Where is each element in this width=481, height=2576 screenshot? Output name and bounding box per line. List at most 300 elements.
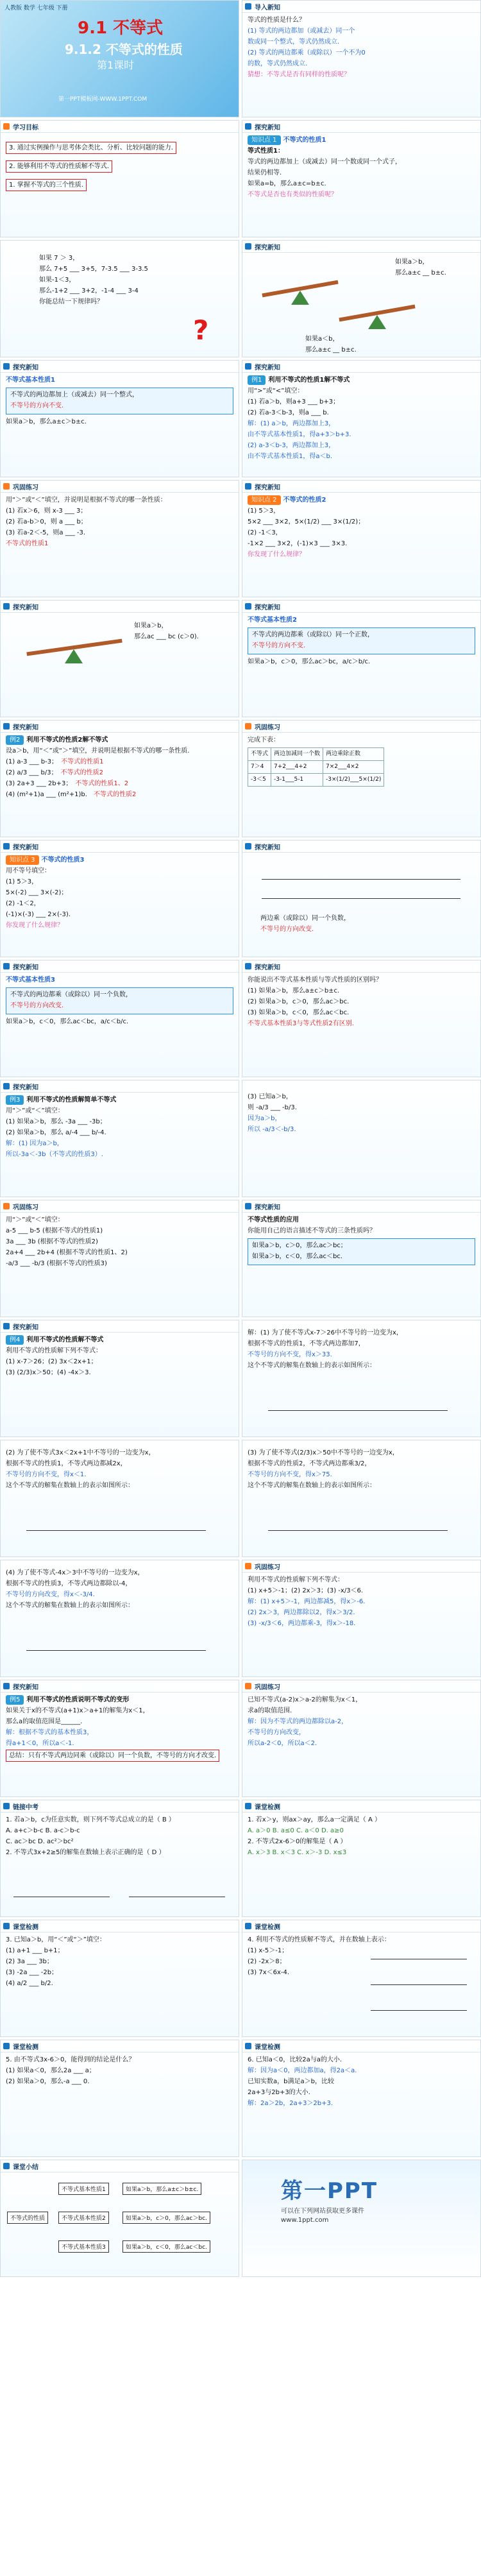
text-line: 1. 若a＞b，c为任意实数，则下列不等式总成立的是（ B ） (6, 1816, 175, 1823)
text-line: (1) x+5＞-1；(2) 2x＞3；(3) -x/3＜6. (248, 1587, 364, 1594)
text-line: 那么a的取值范围是______. (6, 1718, 83, 1725)
text-line: (1) a-3 ___ b-3； (6, 758, 55, 765)
text-line: 你能说出不等式基本性质与等式性质的区别吗？ (248, 977, 382, 984)
brand-url[interactable]: www.1ppt.com (281, 2217, 329, 2224)
text-line: (2) 如果a＞b，c＞0，那么ac＞bc. (248, 998, 350, 1005)
text-line: 不等号的方向不变. (252, 642, 306, 649)
seesaw-base-icon (368, 315, 386, 329)
text-line: 完成下表： (248, 737, 280, 744)
question-line: 你发现了什么规律？ (248, 551, 305, 558)
solution-line: 得a+1＜0，所以a＜-1. (6, 1740, 74, 1747)
text-line: (2) -1＜2， (6, 900, 40, 907)
slide-property-application (242, 1200, 481, 1317)
header-label: 课堂小结 (13, 2163, 38, 2171)
slide-example4-2 (0, 1440, 239, 1557)
summary-root: 不等式的性质 (7, 2212, 48, 2224)
text-line: 那么a±c __ b±c. (305, 346, 357, 354)
slide-numberline-3 (242, 840, 481, 957)
header-icon (245, 243, 251, 250)
header-icon (3, 1203, 10, 1209)
text-line: 你能用自己的语言描述不等式的三条性质吗？ (248, 1227, 376, 1234)
text-line: 等式性质1： (248, 148, 284, 155)
lesson-subtitle: 9.1.2 不等式的性质 (65, 42, 183, 57)
solution-line: 所以 -a/3＜-b/3. (248, 1126, 296, 1133)
slide-practice-table (242, 720, 481, 837)
slide-header (242, 721, 480, 733)
table-header-cell: 两边加减同一个数 (271, 748, 323, 761)
table-cell: -3×(1/2)___5×(1/2) (323, 774, 384, 787)
header-icon (3, 1323, 10, 1329)
text-line: 根据不等式的性质2，不等式两边都乘3/2， (248, 1460, 371, 1467)
slide-header (242, 601, 480, 613)
number-line (371, 2010, 467, 2011)
text-line: 那么-1+2 ___ 3+2，-1-4 ___ 3-4 (39, 287, 139, 294)
solution-line: 因为a＞b， (248, 1115, 282, 1122)
header-label: 探究新知 (255, 844, 280, 851)
header-label: 探究新知 (255, 1204, 280, 1211)
slide-example5 (0, 1680, 239, 1797)
answer-line: 不等式的性质1、2 (75, 780, 129, 787)
slide-seesaw-rule (242, 240, 481, 357)
example-title: 利用不等式的性质1解不等式 (268, 377, 350, 384)
header-icon (245, 3, 251, 10)
slide-example4-4 (0, 1560, 239, 1677)
header-icon (245, 1203, 251, 1209)
example-tag: 例2 (6, 735, 24, 745)
text-line: 2. 不等式2x-6＞0的解集是（ A ） (248, 1838, 347, 1845)
text-line: 3a ___ 3b (根据不等式的性质2) (6, 1238, 98, 1245)
solution-line: 所以-3a＜-3b（不等式的性质3）. (6, 1151, 103, 1158)
text-line: (2) 如果a＞b，那么 a/-4 ___ b/-4. (6, 1129, 106, 1136)
header-label: 课堂检测 (13, 2043, 38, 2051)
number-line (371, 1984, 467, 1985)
text-line: (2) 若a-3＜b-3，则a ___ b. (248, 409, 329, 416)
text-line: 如果-1＜3， (39, 277, 76, 284)
text-line: 用“＞”或“＜”填空，并说明是根据不等式的哪一条性质： (6, 497, 167, 504)
slide-example1 (242, 360, 481, 477)
header-icon (245, 963, 251, 969)
text-line: a-5 ___ b-5 (根据不等式的性质1) (6, 1227, 103, 1234)
solution-line: 解：(1) 因为a＞b， (6, 1140, 63, 1147)
header-icon (3, 483, 10, 490)
header-label: 探究新知 (255, 124, 280, 132)
example-title: 利用不等式的性质2解不等式 (26, 737, 108, 744)
slide-header (1, 361, 239, 373)
slide-header (1, 960, 239, 973)
slide-header (242, 2040, 480, 2052)
text-line: 用“>”或“<”填空： (248, 388, 304, 395)
text-line: 设a＞b，用“＜”或“＞”填空，并说明是根据不等式的哪一条性质. (6, 747, 190, 755)
header-label: 探究新知 (255, 964, 280, 971)
text-line: 如果a＜b， (305, 336, 339, 343)
text-line: 用“＞”或“＜”填空： (6, 1216, 64, 1224)
slide-practice5 (242, 1680, 481, 1797)
slide-header (1, 2040, 239, 2052)
solution-line: (2) 2x＞3，两边都除以2，得x＞3/2. (248, 1609, 355, 1616)
solution-line: 不等号的方向改变， (248, 1729, 305, 1736)
option-line: A. x＞3 B. x＜3 C. x＞-3 D. x≤3 (248, 1849, 347, 1856)
knowledge-tag: 知识点 1 (248, 135, 281, 145)
text-line: (1) 等式的两边都加（或减去）同一个 (248, 28, 355, 35)
header-icon (3, 723, 10, 729)
number-line (262, 879, 460, 880)
lesson-period: 第1课时 (97, 59, 135, 71)
slide-intro (242, 0, 481, 117)
text-line: -a/3 ___ -b/3 (根据不等式的性质3) (6, 1260, 107, 1267)
solution-line: (3) -x/3＜6，两边都乘-3，得x＞-18. (248, 1620, 356, 1627)
slide-header (1, 1920, 239, 1932)
slide-property1-intro (242, 120, 481, 237)
summary-note: 总结：只有不等式两边同乘（或除以）同一个负数，不等号的方向才改变. (6, 1750, 219, 1762)
slide-example4-1 (242, 1320, 481, 1437)
knowledge-title: 不等式的性质1 (283, 137, 326, 144)
header-label: 探究新知 (255, 484, 280, 491)
slide-header (1, 481, 239, 493)
slide-property3-intro (0, 840, 239, 957)
header-icon (3, 1083, 10, 1089)
text-line: (3) 7x＜6x-4. (248, 1969, 290, 1976)
text-line: -1×2 ___ 3×2，(-1)×3 ___ 3×3. (248, 540, 348, 547)
text-line: 5×(-2) ___ 3×(-2)； (6, 889, 68, 896)
solution-line: 不等号的方向不变，得x＞33. (248, 1351, 332, 1358)
text-line: 不等号的方向改变. (260, 926, 314, 933)
text-line: 如果a＞b， (134, 622, 168, 629)
text-line: 如果a＞b，c＞0，那么ac＞bc； (252, 1242, 347, 1249)
slide-check4 (0, 2040, 239, 2157)
text-line: 解：(1) 为了使不等式x-7＞26中不等号的一边变为x， (248, 1329, 403, 1336)
slide-practice1 (0, 480, 239, 597)
solution-line: 解：(1) x+5＞-1，两边都减5，得x＞-6. (248, 1598, 366, 1605)
text-line: (3) 2a+3 ___ 2b+3； (6, 780, 69, 787)
header-label: 探究新知 (13, 724, 38, 731)
slide-property2-intro (242, 480, 481, 597)
number-line (26, 1530, 206, 1531)
solution-line: 解：因为a＜0，两边都加a，得2a＜a. (248, 2067, 357, 2074)
slide-check5 (242, 2040, 481, 2157)
text-line: 已知实数a，b满足a＞b，比较 (248, 2078, 334, 2085)
brand-caption: 可以在下列网站获取更多课件 (281, 2208, 364, 2215)
header-label: 巩固练习 (255, 1564, 280, 1571)
number-line (26, 1650, 206, 1651)
rule-box (248, 627, 475, 654)
summary-detail: 如果a＞b，c＜0，那么ac＜bc. (122, 2240, 210, 2253)
publisher-label: 人教版 数学 七年级 下册 (4, 5, 68, 12)
slide-seesaw-2 (0, 600, 239, 717)
slide-header (1, 1320, 239, 1333)
slide-header (1, 1680, 239, 1693)
text-line: 利用不等式的性质解下列不等式： (248, 1576, 344, 1583)
text-line: 利用不等式的性质解下列不等式： (6, 1347, 102, 1354)
example-title: 利用不等式的性质解简单不等式 (26, 1096, 117, 1104)
solution-line: 所以a-2＜0，所以a＜2. (248, 1740, 317, 1747)
text-line: (1) 5＞3， (6, 878, 38, 885)
text-line: 两边乘（或除以）同一个负数， (260, 915, 350, 922)
text-line: (1) x-5＞-1； (248, 1947, 289, 1954)
goal-item: 3. 通过实例操作与思考体会类比、分析、比较问题的能力. (6, 142, 176, 154)
header-icon (245, 603, 251, 610)
header-icon (245, 1803, 251, 1809)
text-line: 这个不等式的解集在数轴上的表示如图所示： (6, 1482, 134, 1489)
text-line: 2a+3与2b+3的大小. (248, 2089, 310, 2096)
text-line: 这个不等式的解集在数轴上的表示如图所示： (248, 1482, 376, 1489)
text-line: 不等式基本性质3与等式性质2有区别. (248, 1020, 354, 1027)
slide-header (1, 1200, 239, 1213)
option-line: A. a+c＞b-c B. a-c＞b-c (6, 1827, 80, 1834)
slide-header (242, 1800, 480, 1813)
solution-line: (2) a-3＜b-3，两边都加上3， (248, 442, 335, 449)
slide-header (242, 121, 480, 133)
text-line: 如果a＞b，c＜0，那么ac＜bc. (252, 1253, 342, 1260)
text-line: (4) a/2 ___ b/2. (6, 1980, 53, 1987)
header-label: 课堂检测 (13, 1923, 38, 1931)
question-line: 你发现了什么规律？ (6, 922, 63, 929)
header-label: 探究新知 (13, 1084, 38, 1091)
summary-detail: 如果a＞b，c＞0，那么ac＞bc. (122, 2212, 210, 2224)
example-tag: 例5 (6, 1695, 24, 1705)
answer-line: 不等式的性质1 (61, 758, 104, 765)
slide-header (1, 721, 239, 733)
slide-cover (0, 0, 239, 117)
solution-line: 解：因为不等式的两边都除以a-2， (248, 1718, 348, 1725)
text-line: 结果仍相等. (248, 169, 282, 176)
text-line: 不等式性质的应用 (248, 1216, 299, 1224)
knowledge-title: 不等式的性质2 (283, 497, 326, 504)
text-line: 根据不等式的性质1，不等式两边都减2x， (6, 1460, 127, 1467)
text-line: 3. 已知a＞b，用“＜”或“＞”填空： (6, 1936, 106, 1943)
slide-example3 (0, 1080, 239, 1197)
slide-header (1, 1080, 239, 1093)
header-icon (245, 1563, 251, 1569)
header-icon (3, 123, 10, 130)
knowledge-title: 不等式基本性质2 (248, 617, 297, 624)
header-icon (3, 963, 10, 969)
header-icon (3, 1923, 10, 1929)
text-line: (2) 等式的两边都乘（或除以）一个不为0 (248, 49, 366, 56)
header-icon (3, 2163, 10, 2169)
text-line: 已知不等式(a-2)x＞a-2的解集为x＜1， (248, 1696, 362, 1703)
header-label: 巩固练习 (13, 1204, 38, 1211)
option-line: C. ac＞bc D. ac²＞bc² (6, 1838, 74, 1845)
slide-exam-link (0, 1800, 239, 1917)
text-line: (2) -1＜3， (248, 529, 282, 536)
number-line (262, 898, 460, 899)
slide-seesaw-examples (0, 240, 239, 357)
text-line: (3) -2a ___ -2b； (6, 1969, 58, 1976)
text-line: (2) -2x＞8； (248, 1958, 286, 1965)
text-line: 那么 7+5 ___ 3+5，7-3.5 ___ 3-3.5 (39, 266, 148, 273)
table-cell: -3＜5 (248, 774, 271, 787)
text-line: (1) a+1 ___ b+1； (6, 1947, 64, 1954)
header-icon (3, 843, 10, 849)
example-tag: 例4 (6, 1335, 24, 1345)
text-line: 如果a＞b，c＞0，那么ac＞bc，a/c＞b/c. (248, 658, 371, 665)
summary-node: 不等式基本性质2 (58, 2212, 109, 2224)
slide-header (242, 1200, 480, 1213)
rule-box (248, 1238, 475, 1265)
summary-detail: 如果a＞b，那么a±c＞b±c. (122, 2183, 201, 2195)
header-label: 探究新知 (255, 364, 280, 371)
header-label: 探究新知 (13, 964, 38, 971)
solution-line: 解：根据不等式的基本性质3， (6, 1729, 94, 1736)
solution-line: 不等号的方向改变，得x＜-3/4. (6, 1591, 95, 1598)
text-line: (1) 如果a＜0，那么2a ___ a； (6, 2067, 96, 2074)
slide-example4-3 (242, 1440, 481, 1557)
slide-header (242, 481, 480, 493)
header-label: 课堂检测 (255, 1804, 280, 1811)
solution-line: 不等号的方向不变，得x＞75. (248, 1471, 332, 1478)
goal-item: 2. 能够利用不等式的性质解不等式. (6, 160, 112, 173)
number-line (268, 1410, 448, 1411)
slide-header (1, 601, 239, 613)
text-line: 不等式的两边都乘（或除以）同一个负数， (10, 991, 132, 998)
text-line: 6. 已知a＜0，比较2a与a的大小. (248, 2056, 342, 2063)
table-header-cell: 两边乘除正数 (323, 748, 384, 761)
slide-header (1, 2160, 239, 2172)
text-line: 那么ac ___ bc (c＞0). (134, 633, 199, 640)
text-line: 这个不等式的解集在数轴上的表示如图所示： (248, 1362, 376, 1369)
slide-comparison (242, 960, 481, 1077)
lesson-title: 9.1 不等式 (78, 19, 164, 38)
option-line: A. a＞0 B. a≤0 C. a＜0 D. a≥0 (248, 1827, 344, 1834)
knowledge-tag: 知识点 3 (6, 855, 39, 865)
brand-logo: 第一PPT (281, 2178, 378, 2204)
answer-line: 不等式的性质2 (60, 769, 104, 776)
table-row (248, 774, 384, 787)
header-icon (245, 1923, 251, 1929)
header-label: 探究新知 (13, 844, 38, 851)
text-line: (4) (m²+1)a ___ (m²+1)b. (6, 791, 87, 798)
text-line: (2) 若a-b＞0，则 a ___ b； (6, 518, 87, 525)
slide-example3-cont (242, 1080, 481, 1197)
text-line: 等式的两边都加上（或减去）同一个数或同一个式子， (248, 158, 401, 166)
question-line: 不等式是否也有类似的性质呢？ (248, 191, 337, 198)
header-icon (245, 723, 251, 729)
slide-header (242, 960, 480, 973)
slide-example4 (0, 1320, 239, 1437)
slide-property3-box (0, 960, 239, 1077)
header-label: 课堂检测 (255, 1923, 280, 1931)
answer-line: 不等式的性质2 (93, 791, 137, 798)
summary-node: 不等式基本性质1 (58, 2183, 109, 2195)
text-line: (3) 若a-2＜-5，则a ___ -3. (6, 529, 86, 536)
slide-header (242, 1920, 480, 1932)
question-mark-icon: ? (193, 314, 209, 346)
header-icon (3, 2043, 10, 2049)
table-cell: 7×2___4×2 (323, 761, 384, 774)
slide-goals (0, 120, 239, 237)
knowledge-title: 不等式的性质3 (41, 857, 85, 864)
seesaw-base-icon (65, 649, 83, 663)
solution-line: 解：(1) a＞b，两边都加上3， (248, 420, 335, 427)
slide-header (1, 840, 239, 853)
header-icon (245, 483, 251, 490)
header-label: 导入新知 (255, 4, 280, 12)
text-line: 2. 不等式3x+2≥5的解集在数轴上表示正确的是（ D ） (6, 1849, 165, 1856)
text-line: (1) 若x＞6，则 x-3 ___ 3； (6, 508, 87, 515)
text-line: 等式的性质是什么？ (248, 17, 305, 24)
table-cell: 7+2___4+2 (271, 761, 323, 774)
slide-practice3 (0, 1200, 239, 1317)
table-cell: 7＞4 (248, 761, 271, 774)
header-icon (245, 843, 251, 849)
slide-practice4 (242, 1560, 481, 1677)
header-label: 探究新知 (255, 244, 280, 252)
solution-line: 由不等式基本性质1，得a＜b. (248, 453, 333, 460)
slide-header (1, 121, 239, 133)
header-label: 链接中考 (13, 1804, 38, 1811)
text-line: (2) a/3 ___ b/3； (6, 769, 55, 776)
text-line: 根据不等式的性质1，不等式两边都加7， (248, 1340, 365, 1347)
text-line: 如果a＞b，那么a±c＞b±c. (6, 418, 87, 425)
slide-header (242, 840, 480, 853)
solution-line: 解：2a＞2b，2a+3＞2b+3. (248, 2100, 333, 2107)
text-line: 5. 由不等式3x-6＞0，能得到的结论是什么？ (6, 2056, 135, 2063)
rule-box (6, 987, 233, 1014)
knowledge-title: 不等式基本性质3 (6, 977, 55, 984)
text-line: 那么a±c __ b±c. (395, 269, 446, 277)
table-header-cell: 不等式 (248, 748, 271, 761)
text-line: 不等号的方向不变. (10, 402, 64, 409)
answer-line: 不等式的性质1 (6, 540, 49, 547)
text-line: (3) 已知a＞b， (248, 1093, 292, 1100)
text-line: (3) 为了使不等式(2/3)x＞50中不等号的一边变为x， (248, 1449, 399, 1456)
goal-item: 1. 掌握不等式的三个性质. (6, 179, 87, 191)
text-line: 数或同一个整式，等式仍然成立. (248, 38, 340, 46)
header-icon (245, 1683, 251, 1689)
text-line: 如果a=b，那么a±c=b±c. (248, 180, 326, 187)
header-label: 探究新知 (13, 364, 38, 371)
text-line: (2) 3a ___ 3b； (6, 1958, 53, 1965)
header-label: 课堂检测 (255, 2043, 280, 2051)
text-line: 用“＞”或“＜”填空： (6, 1107, 64, 1114)
text-line: 如果a＞b，c＜0，那么ac＜bc，a/c＜b/c. (6, 1018, 129, 1025)
header-label: 巩固练习 (255, 724, 280, 731)
header-icon (3, 603, 10, 610)
text-line: 如果 7 ＞ 3， (39, 255, 80, 262)
header-label: 探究新知 (13, 1684, 38, 1691)
slide-header (242, 361, 480, 373)
example-title: 利用不等式的性质说明不等式的变形 (26, 1696, 130, 1703)
solution-line: 由不等式基本性质1，得a+3＞b+3. (248, 431, 351, 438)
site-label: 第一PPT模板网-WWW.1PPT.COM (58, 96, 148, 103)
header-label: 探究新知 (13, 1324, 38, 1331)
text-line: (-1)×(-3) ___ 2×(-3). (6, 911, 71, 918)
slide-property1-box (0, 360, 239, 477)
knowledge-tag: 知识点 2 (248, 495, 281, 505)
example-tag: 例1 (248, 375, 266, 385)
example-tag: 例3 (6, 1095, 24, 1105)
text-line: (1) 若a＞b，则a+3 ___ b+3； (248, 398, 340, 405)
text-line: (1) 如果a＞b，那么a±c＞b±c. (248, 987, 340, 994)
slide-header (242, 1680, 480, 1693)
seesaw-base-icon (291, 291, 309, 305)
text-line: 如果关于x的不等式(a+1)x＞a+1的解集为x＜1， (6, 1707, 149, 1714)
header-icon (3, 1803, 10, 1809)
text-line: 如果a＞b， (395, 259, 429, 266)
header-label: 探究新知 (13, 604, 38, 611)
slide-header (242, 241, 480, 253)
practice-table (248, 747, 384, 787)
table-row (248, 761, 384, 774)
table-cell: -3-1___5-1 (271, 774, 323, 787)
text-line: 5×2 ___ 3×2，5×(1/2) ___ 3×(1/2)； (248, 518, 365, 525)
header-label: 探究新知 (255, 604, 280, 611)
slide-end (242, 2160, 481, 2277)
slide-property2-box (242, 600, 481, 717)
question-line: 猜想：不等式是否有同样的性质呢？ (248, 71, 350, 78)
slide-check1 (242, 1800, 481, 1917)
text-line: 这个不等式的解集在数轴上的表示如图所示： (6, 1602, 134, 1609)
